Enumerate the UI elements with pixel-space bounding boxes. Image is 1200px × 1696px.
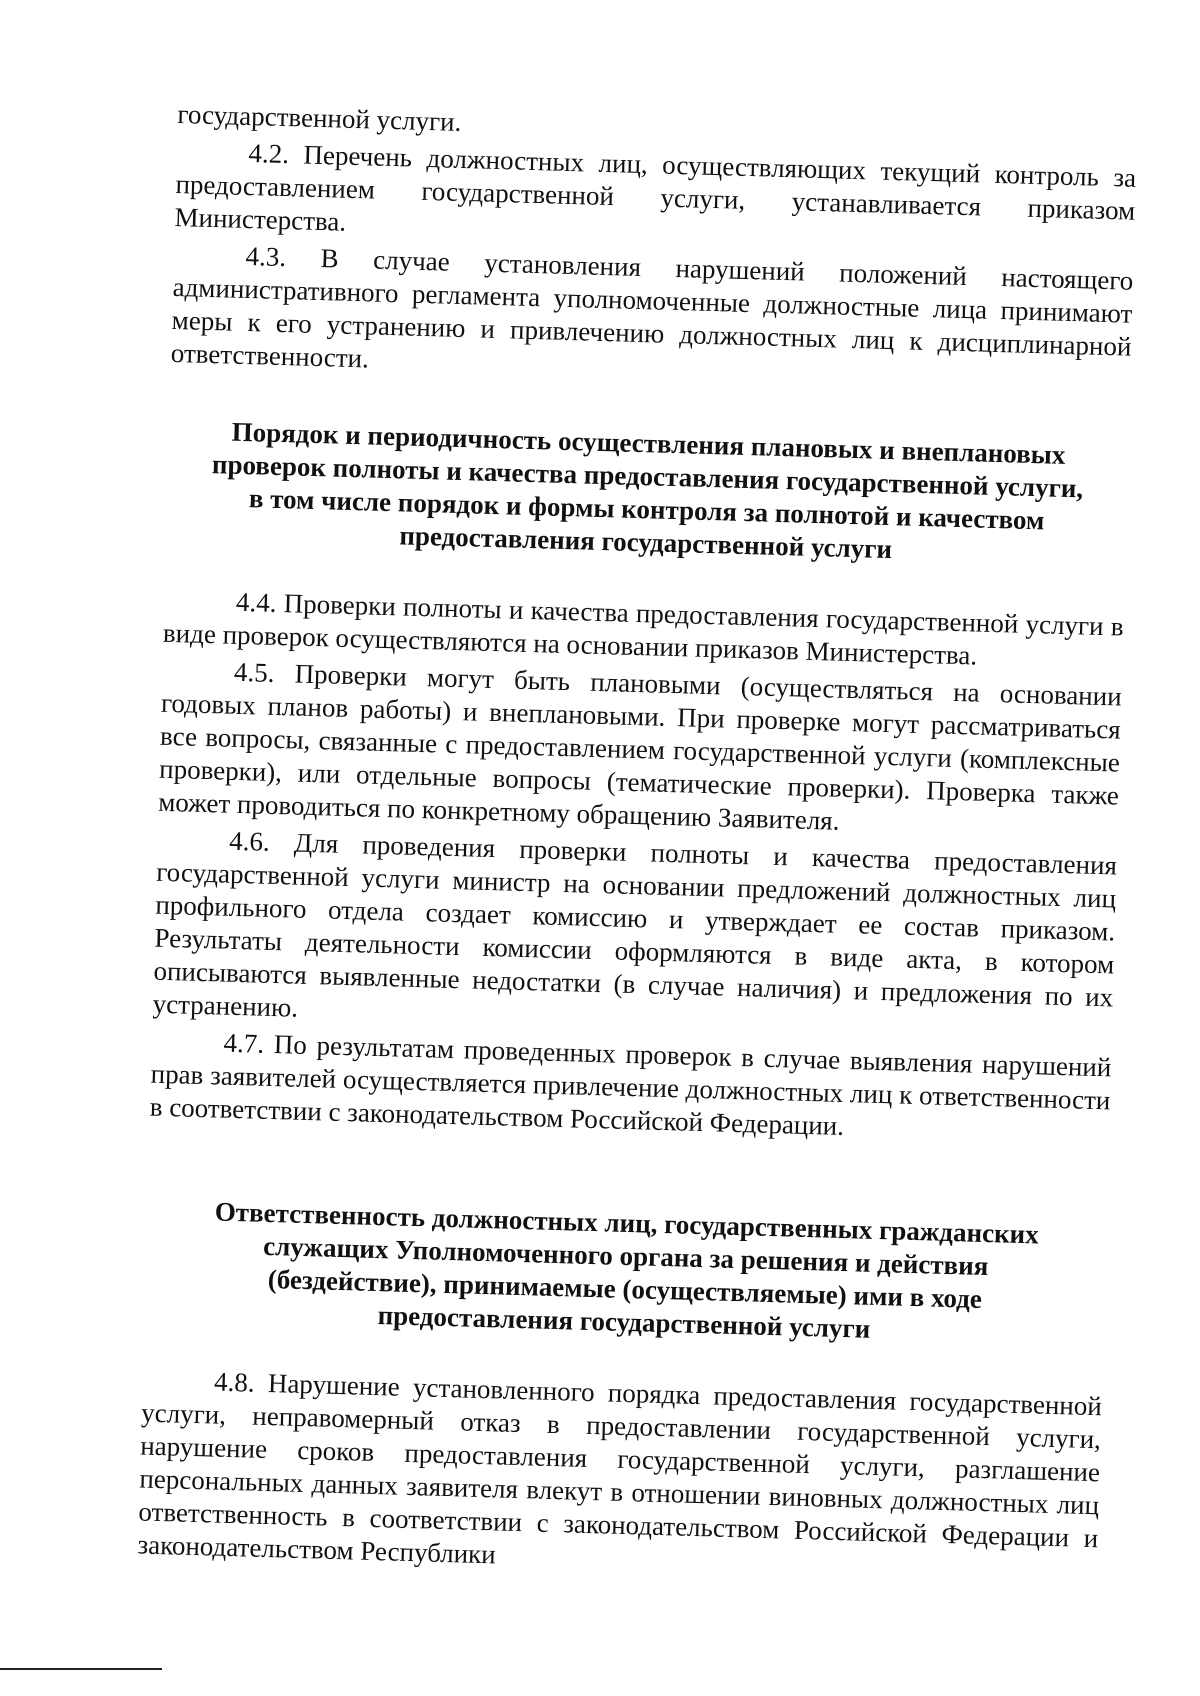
paragraph-4-6: 4.6. Для проведения проверки полноты и качества предоставления государственной услуги министр на основании предложений должностных лиц профильного отдела создает комиссию и утверждает ее состав приказом. Результаты деятельности комиссии оформляются в виде акта, в котором описываются выявленные недостатки (в случае наличия) и предложения по их устранению. [152, 825, 1118, 1023]
paragraph-continuation: государственной услуги. [177, 98, 462, 137]
paragraph-4-2: 4.2. Перечень должностных лиц, осуществляющих текущий контроль за предоставлением государственной услуги, устанавливается приказом Министерства. [174, 137, 1137, 237]
paragraph-4-4: 4.4. Проверки полноты и качества предоставления государственной услуги в виде проверок осуществляются на основании приказов Министерства. [162, 586, 1125, 671]
paragraph-4-8: 4.8. Нарушение установленного порядка предоставления государственной услуги, неправомерный отказ в предоставлении государственной услуги, нарушение сроков предоставления государственной услуги, разглашение персональных данных заявителя влекут в отношении виновных должностных лиц ответственность в соответствии с законодательством Российской Федерации и законодательством Республики [137, 1366, 1103, 1570]
paragraph-4-5: 4.5. Проверки могут быть плановыми (осуществляться на основании годовых планов работы) и внеплановыми. При проверке могут рассматриваться все вопросы, связанные с предоставлением государственной услуги (комплексные проверки), или отдельные вопросы (тематические проверки). Проверка также может проводиться по конкретному обращению Заявителя. [157, 656, 1123, 836]
section-heading-inspections: Порядок и периодичность осуществления плановых и внеплановых проверок полноты и качества предоставления государственной услуги, в том числе порядок и формы контроля за полнотой и качеством предоставления государственной услуги [211, 416, 1084, 565]
paragraph-4-3: 4.3. В случае установления нарушений положений настоящего административного регламента уполномоченные должностные лица принимают меры к его устранению и привлечению должностных лиц к дисциплинарной ответственности. [170, 240, 1134, 374]
document-body [137, 98, 1138, 1588]
section-heading-responsibility: Ответственность должностных лиц, государственных гражданских служащих Уполномоченного органа за решения и действия (бездействие), принимаемые (осуществляемые) ими в ходе предоставления государственной услуги [214, 1196, 1040, 1344]
paragraph-4-7: 4.7. По результатам проведенных проверок в случае выявления нарушений прав заявителей осуществляется привлечение должностных лиц к ответственности в соответствии с законодательством Российской Федерации. [149, 1027, 1112, 1141]
footnote-divider [0, 1668, 162, 1670]
